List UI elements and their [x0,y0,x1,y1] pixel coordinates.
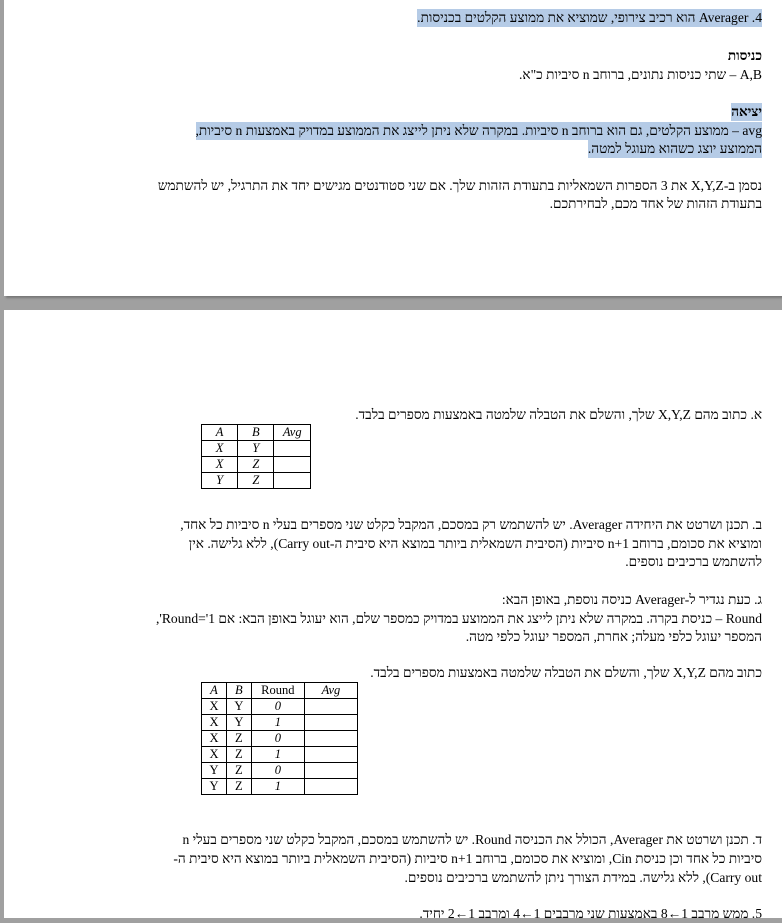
table-row [202,715,358,731]
output-description-line-2: הממוצע יוצג כשהוא מעוגל למטה. [587,141,762,156]
table-cell-input[interactable] [304,763,357,779]
table-row [202,473,311,489]
section-c-line-2: Round – כניסת בקרה. במקרה שלא ניתן לייצג את הממוצע במדויק כמספר שלם, הוא יעוגל באופן הבא: אם Round='1', [156,611,762,626]
table-cell: Z [226,731,251,747]
section-b-line-3: להשתמש ברכיבים נוספים. [625,554,762,569]
table-cell: Z [226,779,251,795]
table-cell: X [202,441,238,457]
section-a-text: א. כתוב מהם X,Y,Z שלך, והשלם את הטבלה שלמטה באמצעות מספרים בלבד. [355,407,762,422]
table-cell: X [202,457,238,473]
table-cell: Y [238,441,274,457]
section-c-line-4: כתוב מהם X,Y,Z שלך, והשלם את הטבלה שלמטה באמצעות מספרים בלבד. [370,665,762,680]
table-cell-input[interactable] [304,779,357,795]
table-header-cell: B [238,425,274,441]
table-header-cell: B [226,683,251,699]
section-b-line-2: ומוציא את סכומם, ברוחב n+1 סיביות (הסיבית השמאלית ביותר במוצא היא סיבית ה-Carry out), ללא גלישה. אין [188,536,762,551]
note-line-2: בתעודת הזהות של אחד מכם, לבחירתכם. [549,196,762,211]
document-page-2 [4,310,782,921]
section-c-line-3: המספר יעוגל כלפי מעלה; אחרת, המספר יעוגל כלפי מטה. [465,629,762,644]
output-heading: יציאה [731,104,762,119]
table-cell: Z [238,457,274,473]
table-cell-input[interactable] [304,715,357,731]
inputs-heading: כניסות [727,48,762,63]
table-row [202,457,311,473]
table-cell: X [202,715,227,731]
section-d-line-2: סיביות כל אחד וכן כניסת Cin, ומוציא את סכומם, ברוחב n+1 סיביות (הסיבית השמאלית ביותר במוצא היא סיבית ה- [173,851,762,866]
table-cell-input[interactable] [274,473,311,489]
table-cell: X [202,747,227,763]
table-cell: X [202,731,227,747]
table-header-row [202,683,358,699]
table-row [202,779,358,795]
table-cell-input[interactable] [304,731,357,747]
table-cell: X [202,699,227,715]
table-cell: Y [202,763,227,779]
section-d-line-3: Carry out), ללא גלישה. במידת הצורך ניתן להשתמש ברכיבים נוספים. [404,870,762,885]
table-cell: 1 [251,715,304,731]
table-header-row [202,425,311,441]
table-cell: 0 [251,699,304,715]
table-header-cell: A [202,683,227,699]
avg-table-1 [201,424,311,489]
table-cell: 0 [251,763,304,779]
section-c-line-1: ג. כעת נגדיר ל-Averager כניסה נוספת, באופן הבא: [501,592,762,607]
table-row [202,747,358,763]
table-header-cell: Avg [274,425,311,441]
table-cell: Y [202,473,238,489]
table-cell: Y [226,699,251,715]
table-header-cell: Round [251,683,304,699]
table-cell: Z [226,747,251,763]
table-cell: Y [226,715,251,731]
table-cell: 1 [251,747,304,763]
section-b-line-1: ב. תכנן ושרטט את היחידה Averager. יש להשתמש רק במסכם, המקבל כקלט שני מספרים בעלי n סיביות כל אחד, [180,517,762,532]
table-cell-input[interactable] [304,699,357,715]
table-cell-input[interactable] [274,441,311,457]
table-row [202,763,358,779]
table-row [202,441,311,457]
item-4-text: 4. Averager הוא רכיב צירופי, שמוציא את ממוצע הקלטים בכניסות. [417,10,762,25]
item-5-text: 5. ממש מרבב 1←8 באמצעות שני מרבבים 1←4 ומרבב 1←2 יחיד. [419,906,762,921]
table-row [202,699,358,715]
table-cell: 0 [251,731,304,747]
note-line-1: נסמן ב-X,Y,Z את 3 הספרות השמאליות בתעודת הזהות שלך. אם שני סטודנטים מגישים יחד את התרגיל, יש להשתמש [157,178,762,193]
table-cell-input[interactable] [274,457,311,473]
table-cell: Z [238,473,274,489]
inputs-description: A,B – שתי כניסות נתונים, ברוחב n סיביות כ"א. [519,67,762,82]
section-d-line-1: ד. תכנן ושרטט את Averager, הכולל את הכניסה Round. יש להשתמש במסכם, המקבל כקלט שני מספרים בעלי n [182,832,762,847]
table-cell: Z [226,763,251,779]
table-cell: 1 [251,779,304,795]
output-description-line-1: avg – ממוצע הקלטים, גם הוא ברוחב n סיביות. במקרה שלא ניתן לייצג את הממוצע במדויק באמצעות n סיביות, [195,123,762,138]
table-cell-input[interactable] [304,747,357,763]
avg-table-2 [201,682,358,795]
table-header-cell: A [202,425,238,441]
table-row [202,731,358,747]
table-cell: Y [202,779,227,795]
table-header-cell: Avg [304,683,357,699]
document-page-1 [4,0,782,296]
